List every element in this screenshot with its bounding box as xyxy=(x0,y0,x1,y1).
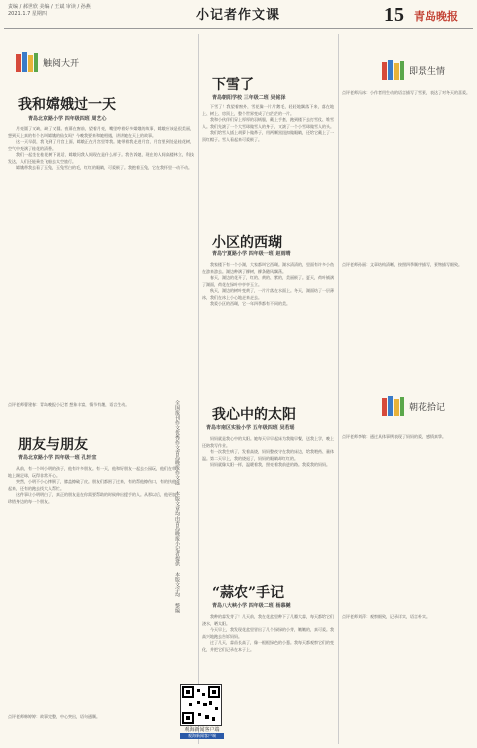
qr-subcaption: 观海新闻客户端 xyxy=(180,733,224,739)
issue-date: 2021.1.7 星期四 xyxy=(8,11,47,17)
qr-caption: 观海新闻客户端 xyxy=(184,727,220,733)
edit-line: 责编 / 郝世欣 美编 / 王斌 审读 / 孙燕 xyxy=(8,4,91,10)
badge-label: 触阅大开 xyxy=(43,58,80,69)
paragraph: 月亮圆了又缺，缺了又圆。夜幕在窗前，望着月亮，嘴里哼着好多嫦娥的故事，嫦娥应该是很美丽，想到天上真的有个名叫嫦娥的仙女吗？今晚我要来和她相遇，讲讲她在天上的故事。 xyxy=(8,126,194,138)
column-divider-right xyxy=(338,34,339,744)
edit-credits xyxy=(8,4,91,18)
paragraph: 春天，湖边的花开了，红的、黄的、紫的，美丽极了。夏天，荷叶铺满了湖面，荷花在绿叶中亭亭玉立。 xyxy=(202,275,334,287)
article-byline: 青岛北京路小学 四年级一班 孔轩宜 xyxy=(18,455,97,461)
paragraph: 从前，有一个叫小明的孩子，他有许多朋友。有一天，他和好朋友一起去公园玩，他们在草地上踢足球，玩得非常开心。 xyxy=(8,466,176,478)
books-icon xyxy=(380,58,406,82)
badge-left-top xyxy=(14,50,79,74)
badge-right-mid xyxy=(380,394,445,418)
vertical-sidenote: 全国报刊作文优秀作文青岛晚报作文选 本版文章均由青岛晚报小记者提供 本版文字均 整编 xyxy=(174,400,180,613)
badge-right-top xyxy=(380,58,445,82)
article-byline: 青岛市南区实验小学 五年级四班 吴若瑶 xyxy=(206,425,295,431)
paragraph: 过了几天，蒜苗长高了，像一根根绿色的小葱。我每天都观察它们的变化，并把它们记录在本子上。 xyxy=(202,640,334,652)
article-body xyxy=(8,466,176,710)
paragraph: 这一天早晨，我飞到了月宫上面，嫦娥正在月宫里等我。她带着我走进月宫，月宫里到处是桂花树，空气中充满了桂花的清香。 xyxy=(8,139,194,151)
teacher-comment: 点评老师李敏：通过具体事例表现了妈妈的爱，感情真挚。 xyxy=(342,434,446,439)
article-body xyxy=(202,104,334,232)
article-byline: 青岛宁夏路小学 四年级一班 赵雨晴 xyxy=(212,251,291,257)
article-byline: 青岛北京路小学 四年级四班 周艺心 xyxy=(28,116,107,122)
article-title: 小区的西瑚 xyxy=(212,235,282,251)
teacher-comment: 点评老师曹建春：青岛晚报小记者 想象丰富，情节有趣，语言生动。 xyxy=(8,402,130,407)
books-icon xyxy=(14,50,40,74)
paragraph: 我种的蒜发芽了！几天前，我在花盆里种下了几瓣大蒜，每天都给它们浇水，晒太阳。 xyxy=(202,614,334,626)
header-divider xyxy=(4,28,473,29)
article-title: “蒜农”手记 xyxy=(212,585,285,601)
page-section-title: 小记者作文课 xyxy=(196,8,281,23)
paragraph: 我爱小区的西瑚，它一年四季都有不同的美。 xyxy=(210,301,290,306)
paragraph: 这件事让小明明白了，真正的朋友是在你需要帮助的时候伸出援手的人。从那以后，他更加珍惜身边的每一个朋友。 xyxy=(8,492,176,504)
article-byline: 青岛八大峡小学 四年级二班 杨慕樾 xyxy=(212,603,291,609)
article-title: 我和嫦娥过一天 xyxy=(18,97,116,113)
paragraph: 妈妈就是我心中的太阳。她每天早早起床为我做早餐，送我上学，晚上还陪我写作业。 xyxy=(202,436,334,448)
paragraph: 我们给雪人插上胡萝卜做鼻子，用两颗黑纽扣做眼睛，还给它戴上了一顶红帽子。雪人看起来可爱极了。 xyxy=(202,130,334,142)
article-body xyxy=(202,436,334,564)
paragraph: 我和小伙伴们穿上厚厚的羽绒服，戴上手套，跑到楼下去打雪仗、堆雪人。我们先滚了一个大雪球做雪人的身子，又滚了一个小雪球做雪人的头。 xyxy=(202,117,334,129)
article-body xyxy=(202,614,334,742)
paragraph: 我们一起坐在桂花树下说话，嫦娥问我人间现在是什么样子。我告诉她，现在的人间高楼林立，科技发达，人们还能乘坐飞船去太空旅行。 xyxy=(8,152,194,164)
badge-label: 朝花拾记 xyxy=(409,402,446,413)
article-title: 我心中的太阳 xyxy=(212,407,296,423)
article-title: 下雪了 xyxy=(212,77,254,93)
paragraph: 妈妈就像太阳一样，温暖着我，照亮着我前进的路。我爱我的妈妈。 xyxy=(210,462,330,467)
badge-label: 即景生情 xyxy=(409,66,446,77)
paragraph: 秋天，湖边的树叶变黄了，一片片落在水面上。冬天，湖面结了一层薄冰，我们在冰上小心地走来走去。 xyxy=(202,288,334,300)
article-title: 朋友与朋友 xyxy=(18,437,88,453)
teacher-comment: 点评老师韩婷婷：故事完整，中心突出，语句通顺。 xyxy=(8,714,100,719)
paragraph: 突然，小明不小心摔倒了，膝盖擦破了皮。朋友们都围了过来，有的帮他擦伤口，有的扶他起来，还有的跑去找大人帮忙。 xyxy=(8,479,176,491)
article-body xyxy=(202,262,334,362)
paragraph: 有一次我生病了，发着高烧，妈妈整夜守在我的床边，给我喂药、量体温。第二天早上，我的烧退了，妈妈的眼睛却红红的。 xyxy=(202,449,334,461)
paragraph: 嫦娥带我去看了玉兔，玉兔雪白的毛，红红的眼睛，可爱极了。我抱着玉兔，它在我怀里一动不动。 xyxy=(16,165,192,170)
article-body xyxy=(8,126,194,398)
books-icon xyxy=(380,394,406,418)
paragraph: 今天早上，我发现花盆里冒出了几个绿绿的小芽，嫩嫩的，真可爱。我高兴地跑去告诉妈妈。 xyxy=(202,627,334,639)
page-number: 15 xyxy=(384,4,404,26)
column-divider-left xyxy=(198,34,199,744)
newspaper-logo: 青岛晚报 xyxy=(414,10,458,23)
article-byline: 青岛朝阳学校 三年级二班 吴铭泽 xyxy=(212,95,286,101)
paragraph: 下雪了！我望着窗外，雪花像一片片鹅毛，轻轻地飘落下来，落在地上、树上、房顶上，整个世界变成了白茫茫的一片。 xyxy=(202,104,334,116)
teacher-comment: 点评老师冯冰：小作者用生动的语言描写了雪景，表达了对冬天的喜爱。 xyxy=(342,90,470,95)
teacher-comment: 点评老师刘萍：观察细致，记录详实，语言朴实。 xyxy=(342,614,430,619)
paragraph: 我家楼下有一个小湖，大家都叫它西瑚。湖水清清的，里面有许多小鱼在游来游去。湖边种满了柳树，柳条随风飘荡。 xyxy=(202,262,334,274)
teacher-comment: 点评老师孙丽：文章结构清晰，按照四季顺序描写，景物描写细致。 xyxy=(342,262,462,267)
